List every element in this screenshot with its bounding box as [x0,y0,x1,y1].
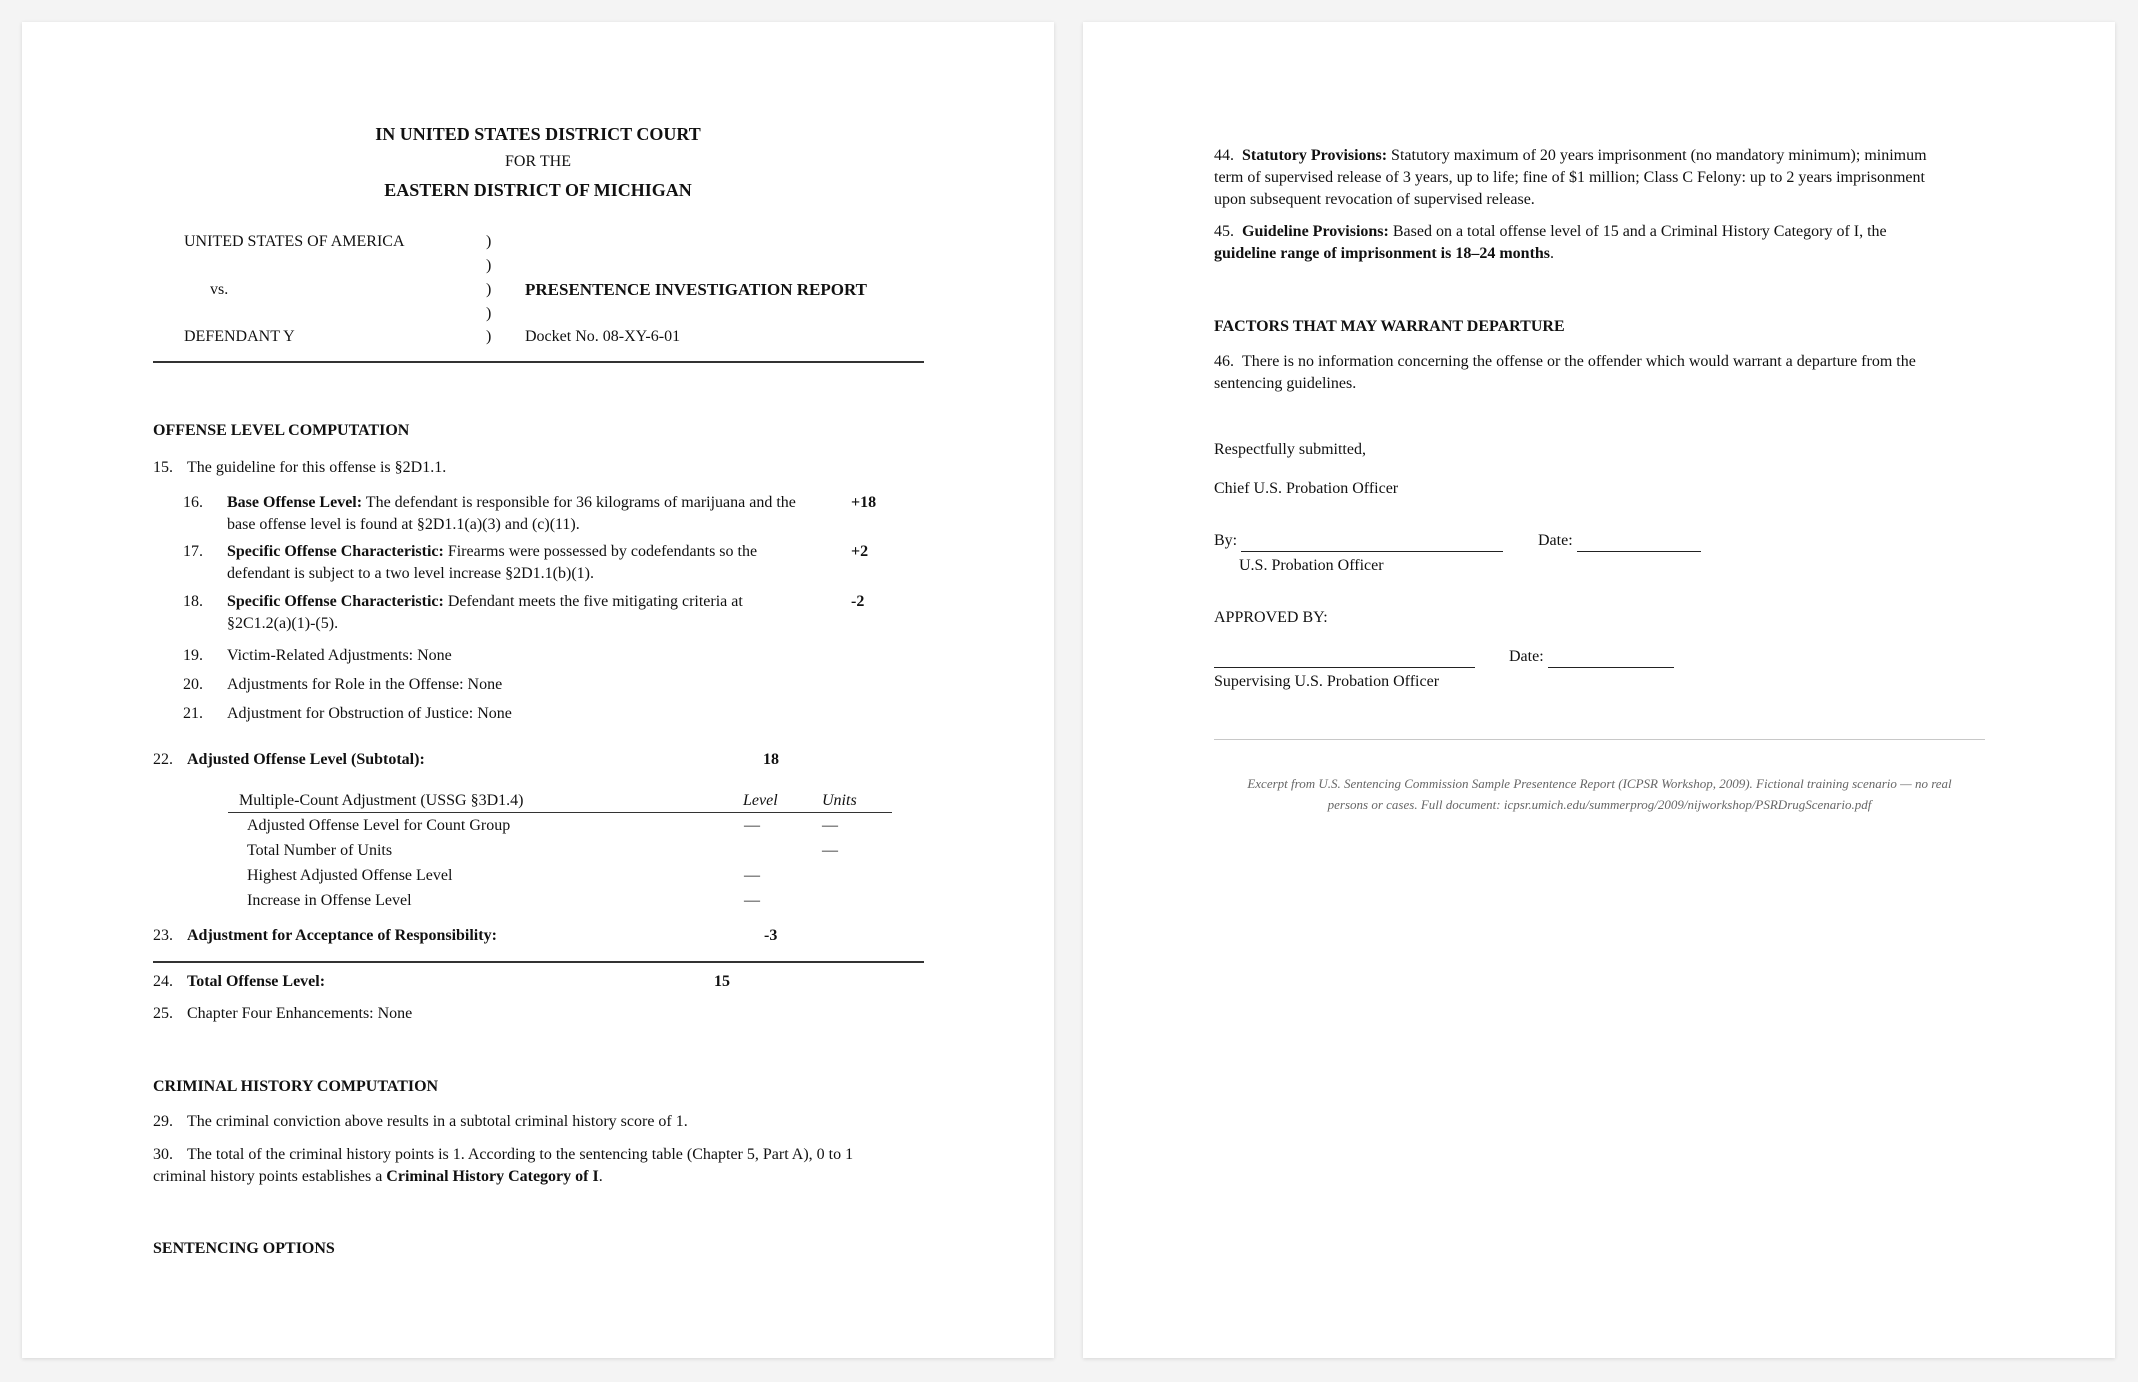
guideline-range: guideline range of imprisonment is 18–24 months [1214,245,1551,262]
document-page-2 [1083,22,2115,1358]
para-44-number: 44. [1214,147,1234,164]
multiple-count-units-header: Units [822,792,857,809]
criminal-history-category: Criminal History Category of I [386,1168,599,1185]
para-30-line2 [153,1166,603,1188]
para-24-value: 15 [714,973,730,990]
docket-number: Docket No. 08-XY-6-01 [525,328,681,345]
para-24-label: Total Offense Level: [187,973,326,990]
para-46-line2: sentencing guidelines. [1214,375,1357,392]
para-21-number: 21. [183,705,203,722]
approval-signature-row [1214,646,1475,668]
para-22-label: Adjusted Offense Level (Subtotal): [187,751,425,768]
para-16-label: Base Offense Level: [227,494,363,511]
by-label: By: [1214,532,1238,549]
caption-paren: ) [486,328,492,345]
para-17-label: Specific Offense Characteristic: [227,543,444,560]
para-46-line1 [1214,351,1916,373]
caption-paren: ) [486,281,492,298]
para-15-text: The guideline for this offense is §2D1.1. [187,459,447,476]
para-17-text: Firearms were possessed by codefendants so the [447,543,758,560]
by-date-row [1538,530,1701,552]
para-30-period: . [598,1168,603,1185]
chief-officer-title: Chief U.S. Probation Officer [1214,480,1399,497]
by-signature-line [1241,533,1503,552]
multiple-count-row-label: Adjusted Offense Level for Count Group [247,817,511,834]
para-24-number: 24. [153,973,173,990]
approval-date-row [1509,646,1674,668]
para-22-number: 22. [153,751,173,768]
para-17-number: 17. [183,543,203,560]
para-18-line2: §2C1.2(a)(1)-(5). [227,615,339,632]
footnote-line1: Excerpt from U.S. Sentencing Commission Sample Presentence Report (ICPSR Workshop, 2009). Fictional training scenario — no real [1247,776,1952,791]
para-22-value: 18 [763,751,779,768]
para-30-number: 30. [153,1146,173,1163]
para-44-text: Statutory maximum of 20 years imprisonment (no mandatory minimum); minimum [1391,147,1927,164]
para-19-number: 19. [183,647,203,664]
by-signature-row [1214,530,1503,552]
approved-by-label: APPROVED BY: [1214,609,1328,626]
caption-paren: ) [486,305,492,322]
multiple-count-row-level: — [744,817,760,834]
multiple-count-row-level: — [744,867,760,884]
offense-level-heading: OFFENSE LEVEL COMPUTATION [153,422,410,439]
para-17-line2: defendant is subject to a two level increase §2D1.1(b)(1). [227,565,594,582]
para-45-text: Based on a total offense level of 15 and a Criminal History Category of I, the [1392,223,1887,240]
court-name-line1: IN UNITED STATES DISTRICT COURT [375,124,701,144]
para-44-line2: term of supervised release of 3 years, up to life; fine of $1 million; Class C Felony: up to 2 years imprisonment [1214,169,1925,186]
versus-label: vs. [210,281,229,298]
para-15-number: 15. [153,459,173,476]
para-16-line1 [227,492,796,514]
para-46-number: 46. [1214,353,1234,370]
multiple-count-row-label: Increase in Offense Level [247,892,412,909]
para-46-text: There is no information concerning the offense or the offender which would warrant a departure from the [1242,353,1916,370]
para-16-value: +18 [851,494,877,511]
para-29-text: The criminal conviction above results in a subtotal criminal history score of 1. [187,1113,688,1130]
multiple-count-header: Multiple-Count Adjustment (USSG §3D1.4) [239,792,524,809]
total-divider [153,961,924,963]
para-17-value: +2 [851,543,869,560]
multiple-count-header-rule [228,812,892,813]
caption-divider [153,361,924,363]
para-17-line1 [227,541,757,563]
departure-factors-heading: FACTORS THAT MAY WARRANT DEPARTURE [1214,318,1565,335]
sentencing-options-heading: SENTENCING OPTIONS [153,1240,335,1257]
para-20-number: 20. [183,676,203,693]
footnote-line2: persons or cases. Full document: icpsr.umich.edu/summerprog/2009/nijworkshop/PSRDrugScenario.pdf [1327,797,1872,812]
supervising-officer-title: Supervising U.S. Probation Officer [1214,673,1440,690]
by-date-line [1577,533,1701,552]
para-16-line2: base offense level is found at §2D1.1(a)(3) and (c)(11). [227,516,580,533]
document-page-1 [22,22,1054,1358]
para-19-text: Victim-Related Adjustments: None [227,647,452,664]
para-23-value: -3 [764,927,778,944]
para-45-label: Guideline Provisions: [1242,223,1389,240]
para-18-line1 [227,591,743,613]
para-25-number: 25. [153,1005,173,1022]
report-title: PRESENTENCE INVESTIGATION REPORT [525,280,867,299]
para-44-label: Statutory Provisions: [1242,147,1388,164]
para-29-number: 29. [153,1113,173,1130]
para-18-value: -2 [851,593,865,610]
para-30-text: criminal history points establishes a [153,1168,383,1185]
plaintiff-name: UNITED STATES OF AMERICA [184,233,405,250]
para-23-number: 23. [153,927,173,944]
date-label: Date: [1538,532,1573,549]
multiple-count-level-header: Level [743,792,778,809]
para-30-line1: The total of the criminal history points is 1. According to the sentencing table (Chapter 5, Part A), 0 to 1 [187,1146,854,1163]
para-45-line2 [1214,243,1554,265]
multiple-count-row-units: — [822,842,838,859]
defendant-name: DEFENDANT Y [184,328,295,345]
date-label: Date: [1509,648,1544,665]
criminal-history-heading: CRIMINAL HISTORY COMPUTATION [153,1078,439,1095]
para-16-text: The defendant is responsible for 36 kilograms of marijuana and the [365,494,796,511]
para-18-label: Specific Offense Characteristic: [227,593,444,610]
approval-signature-line [1214,649,1475,668]
multiple-count-row-level: — [744,892,760,909]
para-44-line3: upon subsequent revocation of supervised release. [1214,191,1535,208]
para-25-text: Chapter Four Enhancements: None [187,1005,413,1022]
caption-paren: ) [486,257,492,274]
approval-date-line [1548,649,1674,668]
multiple-count-row-label: Total Number of Units [247,842,393,859]
court-name-line2: FOR THE [505,153,571,170]
para-18-number: 18. [183,593,203,610]
caption-paren: ) [486,233,492,250]
respectfully-submitted: Respectfully submitted, [1214,441,1366,458]
probation-officer-title: U.S. Probation Officer [1239,557,1384,574]
para-23-label: Adjustment for Acceptance of Responsibility: [187,927,497,944]
multiple-count-row-units: — [822,817,838,834]
footnote-divider [1214,739,1985,740]
para-45-period: . [1550,245,1555,262]
para-45-number: 45. [1214,223,1234,240]
multiple-count-row-label: Highest Adjusted Offense Level [247,867,453,884]
para-16-number: 16. [183,494,203,511]
court-name-line3: EASTERN DISTRICT OF MICHIGAN [384,180,692,200]
para-45-line1 [1214,221,1887,243]
para-20-text: Adjustments for Role in the Offense: None [227,676,503,693]
para-44-line1 [1214,145,1927,167]
para-21-text: Adjustment for Obstruction of Justice: None [227,705,512,722]
para-18-text: Defendant meets the five mitigating criteria at [447,593,743,610]
